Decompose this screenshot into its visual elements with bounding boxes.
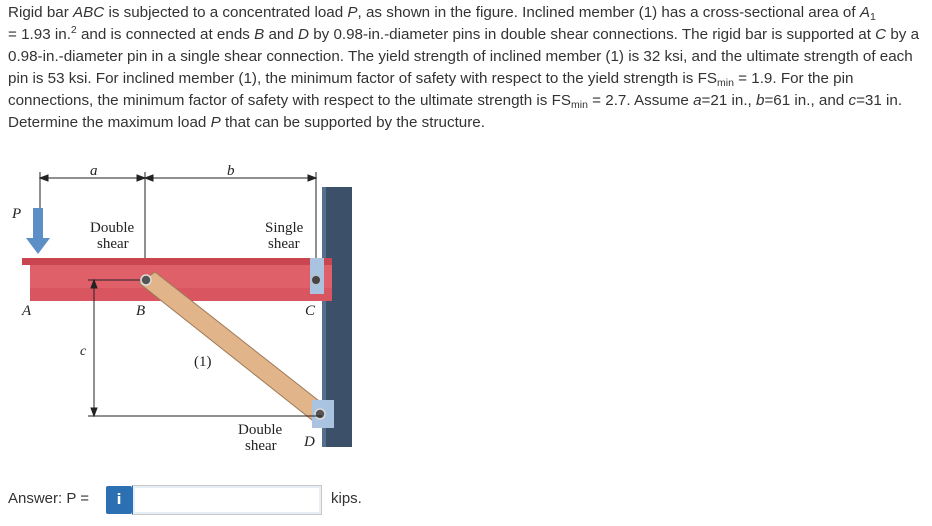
annotation-double-shear-b-line1: Double: [90, 220, 135, 236]
pin-b-icon: [141, 275, 151, 285]
annotation-double-shear-b-line2: shear: [97, 236, 129, 252]
label-member-1: (1): [194, 354, 212, 370]
pin-d-icon: [315, 409, 325, 419]
annotation-single-shear-c-line1: Single: [265, 220, 304, 236]
annotation-double-shear-d-line1: Double: [238, 422, 283, 438]
problem-statement: Rigid bar ABC is subjected to a concentrated load P, as shown in the figure. Inclined member (1) has a cross-sectional area of $A_1$ = 1.93 in.$^2$ and is connected at ends B and D by 0.98-in.-diameter pins in double shear connections. The rigid bar is supported at C by a 0.98-in.-diameter pin in a single shear connection. The yield strength of inclined member (1) is 32 ksi, and the ultimate strength of each pin is 53 ksi. For inclined member (1), the minimum factor of safety with respect to the yield strength is $FS_{min} = 1.9$. For the pin connections, the minimum factor of safety with respect to the ultimate strength is $FS_{min} = 2.7$. Assume a=21 in., b=61 in., and c=31 in. Determine the maximum load P that can be supported by the structure.: [8, 4, 920, 131]
annotation-single-shear-c-line2: shear: [268, 236, 300, 252]
label-a: a: [90, 163, 98, 179]
label-point-b: B: [136, 303, 146, 319]
label-P: P: [12, 206, 22, 222]
label-point-d: D: [304, 434, 315, 450]
label-point-c: C: [305, 303, 316, 319]
annotation-double-shear-d-line2: shear: [245, 438, 277, 454]
label-c: c: [80, 344, 87, 359]
answer-label: Answer: P =: [8, 490, 90, 507]
load-arrow-icon: [26, 208, 50, 254]
info-icon[interactable]: i: [106, 486, 132, 514]
label-b: b: [227, 163, 235, 179]
label-point-a: A: [22, 303, 32, 319]
pin-c-icon: [312, 276, 321, 285]
load-arrow-head: [26, 238, 50, 254]
answer-input[interactable]: [132, 485, 322, 515]
load-arrow-shaft: [33, 208, 43, 240]
structure-figure: [0, 150, 360, 460]
units-label: kips.: [331, 490, 362, 507]
